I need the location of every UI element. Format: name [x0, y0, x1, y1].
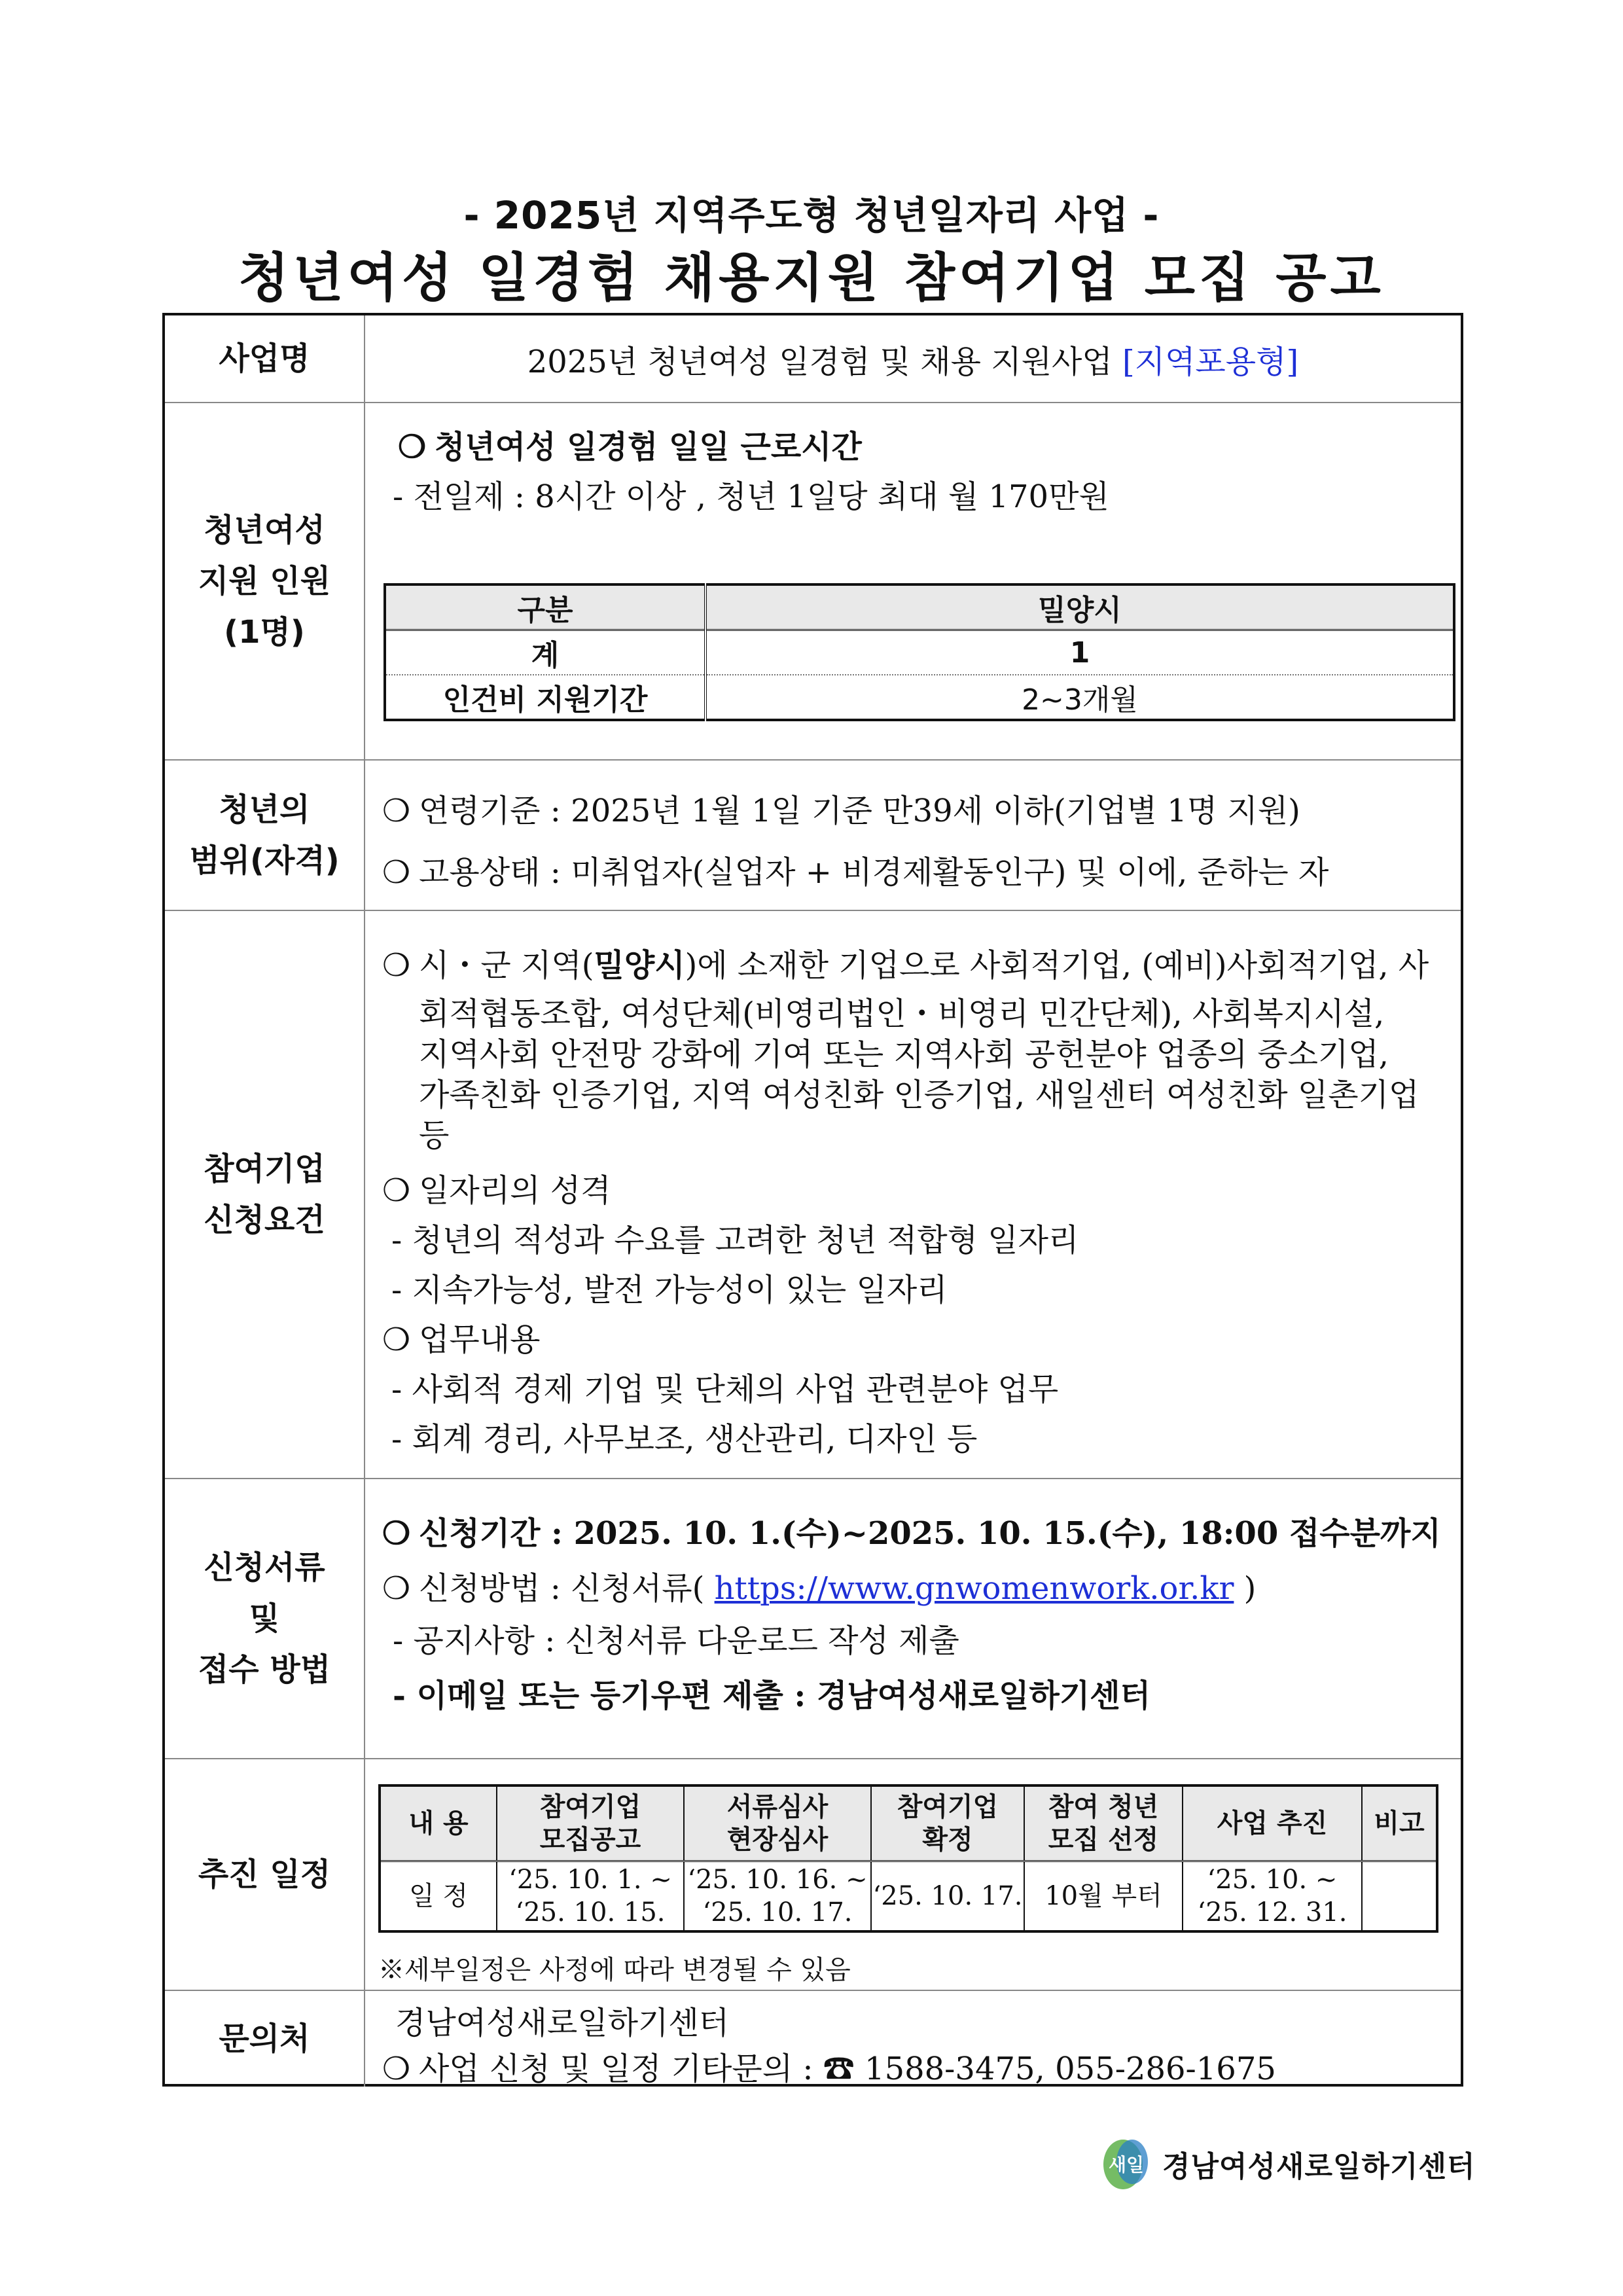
table-header-cell: 구분	[385, 584, 705, 630]
label-application	[165, 1479, 365, 1758]
announcement-table	[162, 313, 1463, 2087]
table-row	[380, 1861, 1437, 1932]
row-contact	[165, 1991, 1461, 2087]
row-application	[165, 1479, 1461, 1759]
cell-line: ‘25. 10. 17.	[702, 1897, 853, 1928]
circle-bullet-icon: ❍	[398, 429, 427, 465]
eligibility-content	[365, 761, 1461, 910]
label-line: 청년의	[219, 791, 310, 828]
application-notice: - 공지사항 : 신청서류 다운로드 작성 제출	[393, 1623, 959, 1659]
cell-line: ‘25. 10. 1. ~	[508, 1865, 672, 1895]
cell-line: ‘25. 12. 31.	[1197, 1897, 1347, 1928]
header-line: 서류심사	[726, 1792, 829, 1822]
requirements-line: - 사회적 경제 기업 및 단체의 사업 관련분야 업무	[391, 1371, 1059, 1408]
table-header-cell	[1024, 1785, 1183, 1861]
personnel-heading-text: 청년여성 일경험 일일 근로시간	[435, 429, 862, 465]
table-header-row	[385, 584, 1454, 630]
table-header-cell	[871, 1785, 1024, 1861]
business-name-line	[365, 336, 1461, 382]
row-personnel	[165, 403, 1461, 761]
requirements-line	[382, 940, 1429, 985]
schedule-table	[378, 1784, 1438, 1933]
header-line: 참여 청년	[1048, 1792, 1159, 1822]
cell-line: ‘25. 10. ~	[1207, 1865, 1338, 1895]
row-eligibility	[165, 761, 1461, 911]
table-cell: 인건비 지원기간	[385, 675, 705, 720]
table-cell	[1183, 1861, 1362, 1932]
cell-line: ‘25. 10. 16. ~	[687, 1865, 868, 1895]
header-line: 모집 선정	[1048, 1825, 1159, 1855]
requirements-line	[382, 1165, 611, 1210]
requirements-text: 업무내용	[419, 1321, 541, 1358]
application-method	[382, 1563, 1256, 1608]
label-eligibility	[165, 761, 365, 910]
requirements-line: 등	[419, 1117, 450, 1154]
requirements-line: - 청년의 적성과 수요를 고려한 청년 적합형 일자리	[391, 1222, 1079, 1259]
header-line: 사업 추진	[1217, 1808, 1328, 1839]
cell-line: ‘25. 10. 17.	[872, 1881, 1023, 1911]
label-business: 사업명	[165, 315, 365, 402]
requirements-text: )에 소재한 기업으로 사회적기업, (예비)사회적기업, 사	[685, 947, 1429, 984]
application-content	[365, 1479, 1461, 1758]
label-line: 청년여성	[204, 512, 325, 548]
contact-text: 사업 신청 및 일정 기타문의 : ☎ 1588-3475, 055-286-1675	[419, 2051, 1276, 2087]
business-name: 2025년 청년여성 일경험 및 채용 지원사업	[527, 344, 1113, 380]
table-header-cell	[1362, 1785, 1437, 1861]
label-contact: 문의처	[165, 1991, 365, 2087]
table-cell: 계	[385, 630, 705, 675]
header-line: 내 용	[408, 1808, 469, 1839]
circle-bullet-icon: ❍	[382, 947, 411, 984]
eligibility-text: 고용상태 : 미취업자(실업자 + 비경제활동인구) 및 이에, 준하는 자	[419, 854, 1329, 891]
requirements-line: 가족친화 인증기업, 지역 여성친화 인증기업, 새일센터 여성친화 일촌기업	[419, 1077, 1419, 1113]
circle-bullet-icon: ❍	[382, 854, 411, 891]
cell-line: ‘25. 10. 15.	[515, 1897, 666, 1928]
personnel-heading	[398, 422, 862, 467]
header-line: 비고	[1374, 1808, 1425, 1839]
table-cell: 2~3개월	[705, 675, 1454, 720]
header-line: 참여기업	[539, 1792, 641, 1822]
personnel-detail: - 전일제 : 8시간 이상 , 청년 1일당 최대 월 170만원	[393, 478, 1109, 515]
table-cell	[380, 1861, 497, 1932]
application-url-link[interactable]: https://www.gnwomenwork.or.kr	[714, 1570, 1234, 1607]
label-line: 신청요건	[204, 1202, 325, 1238]
personnel-table	[383, 583, 1455, 721]
business-type: [지역포용형]	[1122, 344, 1299, 380]
label-requirements	[165, 911, 365, 1478]
table-cell	[497, 1861, 684, 1932]
table-cell	[1362, 1861, 1437, 1932]
circle-bullet-icon: ❍	[382, 793, 411, 829]
requirements-city: 밀양시	[594, 947, 685, 984]
table-cell	[871, 1861, 1024, 1932]
table-header-row	[380, 1785, 1437, 1861]
business-content	[365, 315, 1461, 402]
table-row	[385, 675, 1454, 720]
eligibility-item	[382, 785, 1300, 831]
table-cell: 1	[705, 630, 1454, 675]
page-subtitle: - 2025년 지역주도형 청년일자리 사업 -	[463, 193, 1160, 238]
saeil-logo-icon	[1099, 2134, 1153, 2193]
application-method-close: )	[1243, 1570, 1257, 1607]
svg-text:새일: 새일	[1108, 2154, 1145, 2176]
table-header-cell	[684, 1785, 871, 1861]
label-line: 범위(자격)	[189, 842, 340, 879]
row-schedule	[165, 1759, 1461, 1991]
header-line: 참여기업	[897, 1792, 999, 1822]
requirements-line: 회적협동조합, 여성단체(비영리법인・비영리 민간단체), 사회복지시설,	[419, 996, 1385, 1032]
application-period-text: 신청기간 : 2025. 10. 1.(수)~2025. 10. 15.(수), 18:00 접수분까지	[419, 1515, 1441, 1552]
label-line: 신청서류	[204, 1549, 325, 1586]
label-personnel	[165, 403, 365, 759]
requirements-line: - 회계 경리, 사무보조, 생산관리, 디자인 등	[391, 1421, 978, 1458]
label-line: 및	[249, 1600, 280, 1637]
footer-logo-text: 경남여성새로일하기센터	[1162, 2150, 1476, 2183]
personnel-content	[365, 403, 1461, 759]
row-requirements	[165, 911, 1461, 1479]
table-row	[385, 630, 1454, 675]
cell-line: 10월 부터	[1044, 1881, 1162, 1911]
table-header-cell	[380, 1785, 497, 1861]
header-line: 확정	[922, 1825, 973, 1855]
requirements-content	[365, 911, 1461, 1478]
application-method-text: 신청방법 : 신청서류(	[419, 1570, 705, 1607]
header-line: 현장심사	[726, 1825, 829, 1855]
contact-line	[382, 2043, 1276, 2089]
requirements-text: 시・군 지역(	[419, 947, 594, 984]
table-cell	[684, 1861, 871, 1932]
table-header-cell	[1183, 1785, 1362, 1861]
requirements-line: - 지속가능성, 발전 가능성이 있는 일자리	[391, 1272, 948, 1308]
eligibility-item	[382, 847, 1329, 892]
label-line: 참여기업	[204, 1151, 325, 1187]
contact-content	[365, 1991, 1461, 2087]
schedule-content	[365, 1759, 1461, 1990]
table-header-cell	[497, 1785, 684, 1861]
label-line: 접수 방법	[198, 1651, 331, 1688]
application-period	[382, 1508, 1441, 1553]
table-header-cell: 밀양시	[705, 584, 1454, 630]
circle-bullet-icon: ❍	[382, 1515, 411, 1552]
label-line: (1명)	[224, 614, 305, 651]
row-business-name	[165, 315, 1461, 403]
requirements-text: 일자리의 성격	[419, 1172, 611, 1209]
circle-bullet-icon: ❍	[382, 1172, 411, 1209]
footer-logo	[1099, 2132, 1476, 2195]
label-line: 지원 인원	[198, 563, 331, 600]
contact-org: 경남여성새로일하기센터	[395, 2005, 730, 2041]
circle-bullet-icon: ❍	[382, 2051, 411, 2087]
circle-bullet-icon: ❍	[382, 1321, 411, 1358]
schedule-note: ※세부일정은 사정에 따라 변경될 수 있음	[378, 1955, 851, 1985]
application-submit: - 이메일 또는 등기우편 제출 : 경남여성새로일하기센터	[393, 1677, 1151, 1714]
header-line: 모집공고	[539, 1825, 641, 1855]
requirements-line: 지역사회 안전망 강화에 기여 또는 지역사회 공헌분야 업종의 중소기업,	[419, 1036, 1389, 1073]
eligibility-text: 연령기준 : 2025년 1월 1일 기준 만39세 이하(기업별 1명 지원)	[419, 793, 1300, 829]
label-schedule: 추진 일정	[165, 1759, 365, 1990]
page-title: 청년여성 일경험 채용지원 참여기업 모집 공고	[238, 247, 1385, 308]
cell-line: 일 정	[409, 1881, 468, 1911]
requirements-line	[382, 1314, 540, 1359]
table-cell	[1024, 1861, 1183, 1932]
circle-bullet-icon: ❍	[382, 1570, 411, 1607]
